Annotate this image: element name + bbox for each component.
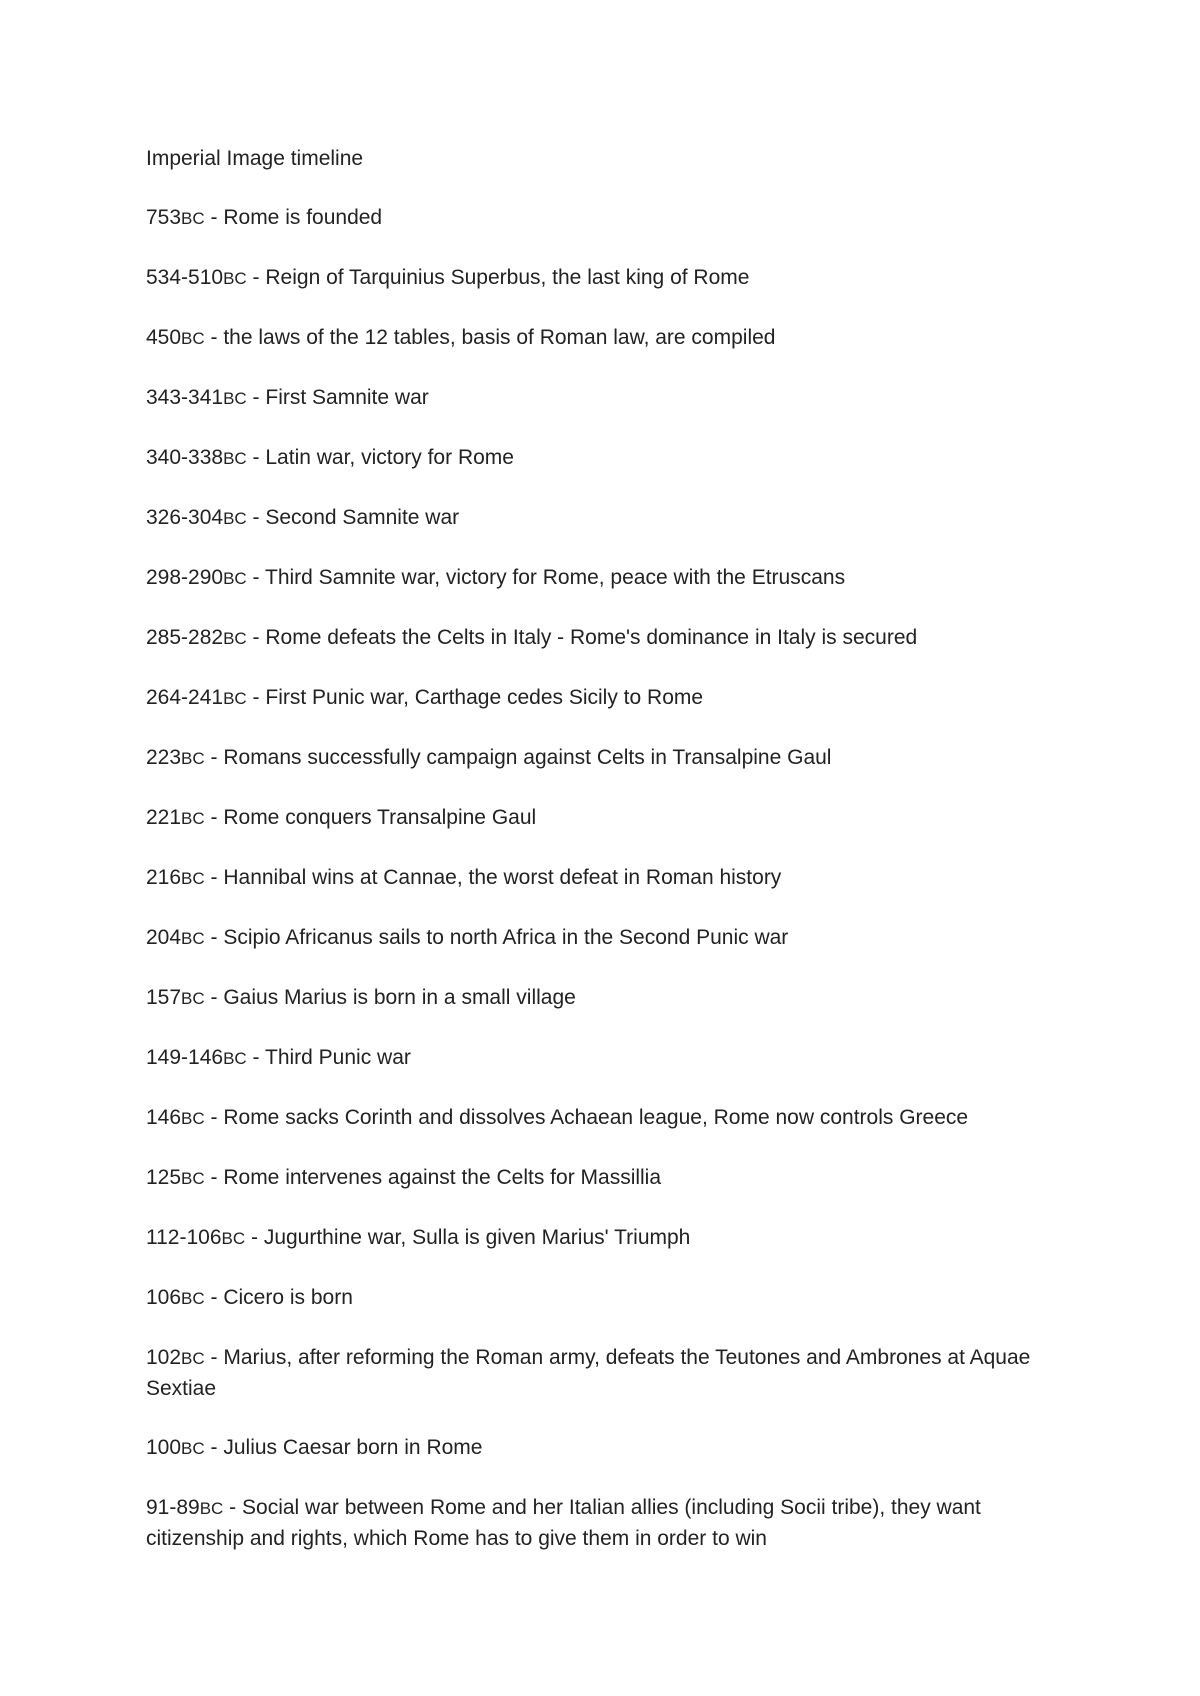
entry-era: BC [221, 1229, 246, 1248]
entry-separator: - [246, 266, 266, 289]
timeline-entry [146, 323, 1046, 354]
entry-era: BC [181, 809, 205, 828]
entry-year: 106 [146, 1286, 182, 1309]
entry-text: Second Samnite war [265, 506, 460, 529]
entry-year: 326-304 [146, 506, 224, 529]
entry-year: 298-290 [146, 566, 224, 589]
entry-text: the laws of the 12 tables, basis of Roman law, are compiled [223, 326, 776, 349]
entry-era: BC [223, 629, 247, 648]
entry-separator: - [204, 866, 224, 889]
entry-era: BC [223, 269, 247, 288]
entry-era: BC [181, 1169, 205, 1188]
entry-year: 100 [146, 1436, 182, 1459]
entry-era: BC [223, 689, 247, 708]
entry-separator: - [204, 1346, 224, 1369]
entry-text: Julius Caesar born in Rome [223, 1436, 483, 1459]
timeline-entry [146, 1493, 1046, 1554]
document-title: Imperial Image timeline [146, 147, 364, 170]
entry-text: Jugurthine war, Sulla is given Marius' Triumph [263, 1226, 691, 1249]
timeline-entry [146, 1223, 1046, 1254]
timeline-entry [146, 1163, 1046, 1194]
entry-separator: - [204, 1106, 224, 1129]
entry-year: 221 [146, 806, 182, 829]
timeline-entry [146, 263, 1046, 294]
entry-era: BC [223, 449, 247, 468]
entry-era: BC [181, 1439, 205, 1458]
entry-separator: - [204, 1286, 224, 1309]
entry-separator: - [246, 686, 266, 709]
timeline-entry [146, 1433, 1046, 1464]
entry-year: 340-338 [146, 446, 224, 469]
entry-year: 223 [146, 746, 182, 769]
timeline-entry [146, 623, 1046, 654]
entry-era: BC [223, 569, 247, 588]
timeline-entry [146, 983, 1046, 1014]
entry-separator: - [204, 986, 224, 1009]
document-body [146, 144, 1046, 1583]
entry-text: Rome defeats the Celts in Italy - Rome's dominance in Italy is secured [265, 626, 918, 649]
timeline-entry [146, 563, 1046, 594]
entry-era: BC [223, 1049, 247, 1068]
entry-year: 157 [146, 986, 182, 1009]
entry-era: BC [223, 509, 247, 528]
entry-separator: - [246, 446, 266, 469]
entry-era: BC [181, 929, 205, 948]
timeline-entry [146, 743, 1046, 774]
timeline-entry [146, 503, 1046, 534]
entry-separator: - [246, 566, 265, 589]
entry-era: BC [181, 209, 205, 228]
entry-year: 534-510 [146, 266, 224, 289]
entry-era: BC [223, 389, 247, 408]
entry-year: 149-146 [146, 1046, 224, 1069]
entry-year: 285-282 [146, 626, 224, 649]
entry-year: 112-106 [146, 1226, 222, 1249]
entry-separator: - [204, 926, 224, 949]
entry-text: Third Samnite war, victory for Rome, peace with the Etruscans [265, 566, 846, 589]
entry-text: Scipio Africanus sails to north Africa in the Second Punic war [223, 926, 789, 949]
entry-era: BC [181, 329, 205, 348]
entry-text: Hannibal wins at Cannae, the worst defeat in Roman history [223, 866, 782, 889]
entry-text: Social war between Rome and her Italian allies (including Socii tribe), they want citizenship and rights, which Rome has to give them in order to win [146, 1496, 981, 1550]
timeline-entry [146, 923, 1046, 954]
entry-text: Romans successfully campaign against Celts in Transalpine Gaul [223, 746, 832, 769]
entry-text: Rome is founded [223, 206, 383, 229]
entry-year: 125 [146, 1166, 182, 1189]
entry-year: 146 [146, 1106, 182, 1129]
timeline-entry [146, 1043, 1046, 1074]
timeline-entry [146, 1283, 1046, 1314]
entry-era: BC [181, 749, 205, 768]
entry-text: Cicero is born [223, 1286, 353, 1309]
entry-year: 753 [146, 206, 182, 229]
entry-text: Rome intervenes against the Celts for Massillia [223, 1166, 662, 1189]
entry-year: 102 [146, 1346, 182, 1369]
timeline-entry [146, 1103, 1046, 1134]
entry-text: Gaius Marius is born in a small village [223, 986, 576, 1009]
entry-separator: - [204, 1436, 224, 1459]
entry-separator: - [204, 746, 224, 769]
entry-separator: - [223, 1496, 243, 1519]
entry-year: 91-89 [146, 1496, 200, 1519]
entry-text: Rome conquers Transalpine Gaul [223, 806, 537, 829]
timeline-entry [146, 803, 1046, 834]
entry-era: BC [181, 869, 205, 888]
entry-text: Reign of Tarquinius Superbus, the last king of Rome [265, 266, 750, 289]
entry-era: BC [181, 989, 205, 1008]
entry-text: Rome sacks Corinth and dissolves Achaean league, Rome now controls Greece [223, 1106, 969, 1129]
entry-text: Third Punic war [265, 1046, 411, 1069]
timeline-entry [146, 863, 1046, 894]
entry-year: 216 [146, 866, 182, 889]
timeline-entry [146, 443, 1046, 474]
entry-year: 264-241 [146, 686, 224, 709]
entry-separator: - [246, 626, 266, 649]
entry-separator: - [204, 326, 224, 349]
timeline-entry [146, 1343, 1046, 1404]
entry-text: Latin war, victory for Rome [265, 446, 514, 469]
timeline-entry [146, 683, 1046, 714]
entry-separator: - [204, 1166, 224, 1189]
entry-year: 450 [146, 326, 182, 349]
entry-separator: - [246, 1046, 265, 1069]
timeline-entry [146, 203, 1046, 234]
entry-era: BC [181, 1289, 205, 1308]
timeline-list [146, 203, 1046, 1554]
entry-separator: - [204, 806, 224, 829]
entry-separator: - [245, 1226, 264, 1249]
timeline-entry [146, 383, 1046, 414]
entry-text: First Samnite war [265, 386, 429, 409]
entry-separator: - [246, 506, 266, 529]
entry-separator: - [204, 206, 224, 229]
entry-year: 204 [146, 926, 182, 949]
entry-text: First Punic war, Carthage cedes Sicily to Rome [265, 686, 704, 709]
entry-era: BC [181, 1349, 205, 1368]
entry-era: BC [199, 1499, 224, 1518]
entry-separator: - [246, 386, 266, 409]
entry-era: BC [181, 1109, 205, 1128]
entry-year: 343-341 [146, 386, 224, 409]
entry-text: Marius, after reforming the Roman army, defeats the Teutones and Ambrones at Aquae Sextiae [146, 1346, 1031, 1400]
